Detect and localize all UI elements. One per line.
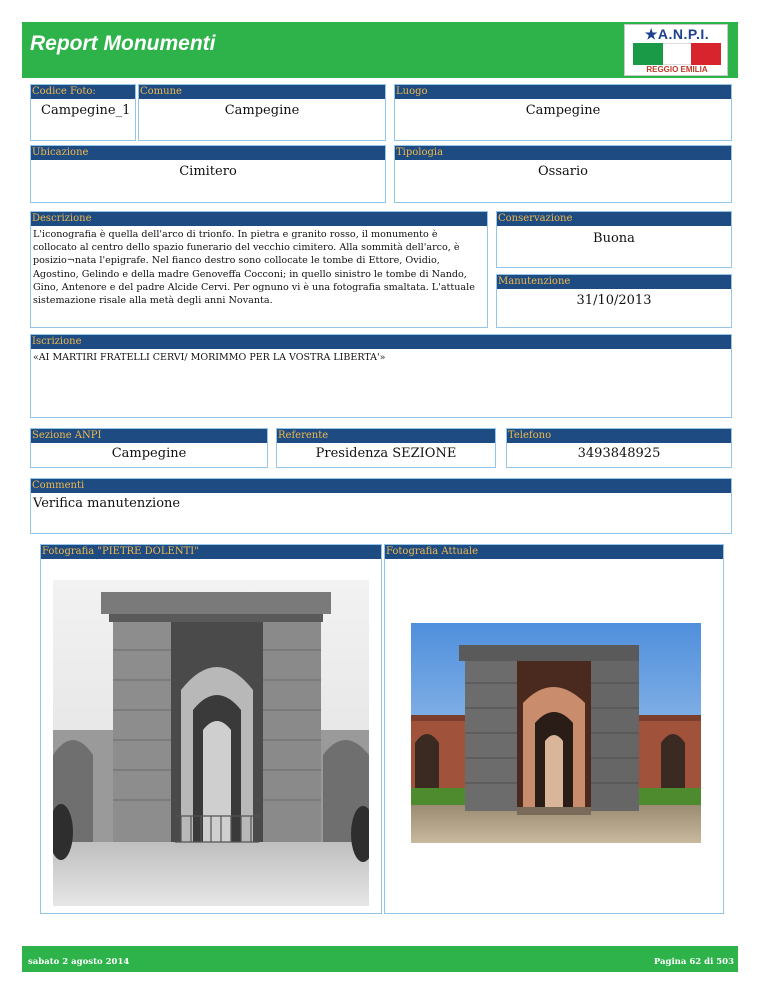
value-telefono: 3493848925 (577, 446, 661, 461)
field-iscrizione (30, 334, 732, 418)
descrizione-line: sistemazione risale alla metà degli anni Novanta. (33, 295, 273, 307)
value-luogo: Campegine (525, 103, 601, 118)
field-luogo (394, 84, 732, 141)
footer-date: sabato 2 agosto 2014 (28, 957, 130, 967)
descrizione-line: posizio¬nata l'epigrafe. Nel fianco destro sono collocate le tombe di Ettore, Ovidio, (33, 255, 440, 267)
label-telefono: Telefono (507, 429, 731, 443)
label-conservazione: Conservazione (497, 212, 731, 226)
label-comune: Comune (139, 85, 385, 99)
descrizione-line: collocato al centro dello spazio funerario del vecchio cimitero. Alla sommità dell'arco, è (33, 242, 460, 254)
field-codice-foto (30, 84, 136, 141)
field-sezione-anpi (30, 428, 268, 468)
label-tipologia: Tipologia (395, 146, 731, 160)
footer-page-number: Pagina 62 di 503 (653, 957, 734, 967)
value-tipologia: Ossario (538, 164, 588, 179)
field-telefono (506, 428, 732, 468)
field-conservazione (496, 211, 732, 268)
label-luogo: Luogo (395, 85, 731, 99)
value-manutenzione: 31/10/2013 (576, 293, 652, 308)
value-ubicazione: Cimitero (179, 164, 237, 179)
label-referente: Referente (277, 429, 495, 443)
value-comune: Campegine (224, 103, 300, 118)
field-referente (276, 428, 496, 468)
value-referente: Presidenza SEZIONE (315, 446, 457, 461)
label-sezione-anpi: Sezione ANPI (31, 429, 267, 443)
field-manutenzione (496, 274, 732, 328)
label-photo-pietre-dolenti: Fotografia "PIETRE DOLENTI" (41, 545, 381, 559)
label-photo-attuale: Fotografia Attuale (385, 545, 723, 559)
descrizione-line: L'iconografia è quella dell'arco di trionfo. In pietra e granito rosso, il monumento è (33, 229, 438, 240)
photo-pietre-dolenti (40, 544, 382, 914)
field-comune (138, 84, 386, 141)
field-ubicazione (30, 145, 386, 203)
descrizione-line: Gino, Antenore e del padre Alcide Cervi. Per ognuno vi è una fotografia smaltata. L'attuale (33, 281, 475, 293)
label-descrizione: Descrizione (31, 212, 487, 226)
logo-text: ★A.N.P.I. (644, 26, 710, 42)
value-descrizione (33, 228, 483, 307)
descrizione-line: Agostino, Gelindo e della madre Genoveffa Cocconi; in quello sinistro le tombe di Nando, (33, 268, 467, 280)
pietre-dolenti-image (53, 580, 369, 906)
label-iscrizione: Iscrizione (31, 335, 731, 349)
photo-attuale (384, 544, 724, 914)
value-codice-foto: Campegine_1 (41, 103, 131, 118)
label-codice-foto: Codice Foto: (31, 85, 135, 99)
field-commenti (30, 478, 732, 534)
value-commenti: Verifica manutenzione (33, 496, 181, 511)
field-tipologia (394, 145, 732, 203)
flag-icon (633, 43, 721, 65)
page-title: Report Monumenti (30, 32, 216, 55)
label-manutenzione: Manutenzione (497, 275, 731, 289)
anpi-logo (624, 24, 728, 76)
value-sezione-anpi: Campegine (111, 446, 187, 461)
attuale-image (411, 623, 701, 843)
logo-subtitle: REGGIO EMILIA (646, 65, 708, 74)
field-descrizione (30, 211, 488, 328)
value-iscrizione: «AI MARTIRI FRATELLI CERVI/ MORIMMO PER LA VOSTRA LIBERTA'» (33, 352, 386, 363)
label-commenti: Commenti (31, 479, 731, 493)
label-ubicazione: Ubicazione (31, 146, 385, 160)
value-conservazione: Buona (593, 231, 635, 246)
